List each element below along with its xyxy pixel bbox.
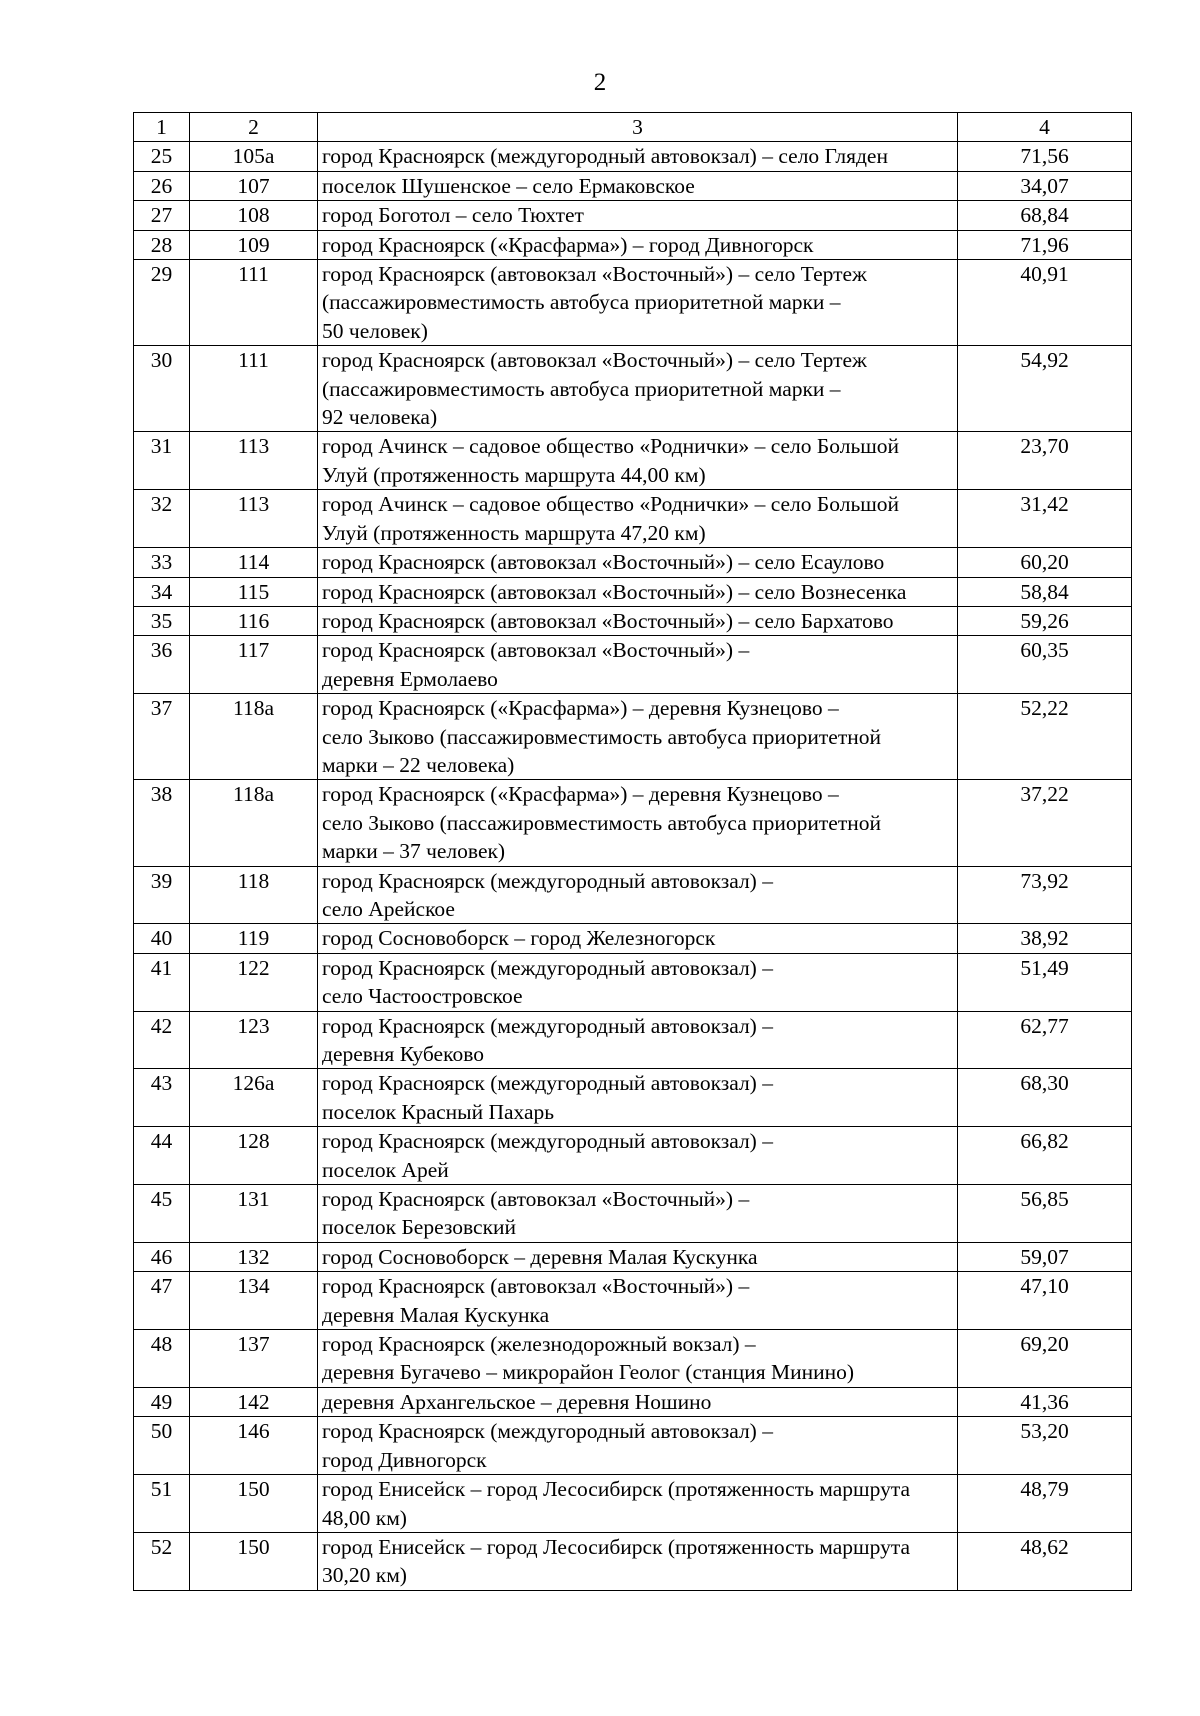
value-cell: 69,20 xyxy=(958,1330,1132,1388)
route-number-cell: 126а xyxy=(190,1069,318,1127)
value-cell: 34,07 xyxy=(958,171,1132,200)
value-cell: 23,70 xyxy=(958,432,1132,490)
row-number-cell: 46 xyxy=(134,1242,190,1271)
route-description-cell: город Сосновоборск – деревня Малая Кускунка xyxy=(318,1242,958,1271)
table-row xyxy=(134,577,1132,606)
route-description-cell: город Боготол – село Тюхтет xyxy=(318,201,958,230)
route-description-cell: город Красноярск (междугородный автовокзал) – поселок Арей xyxy=(318,1127,958,1185)
route-description-cell: город Красноярск (междугородный автовокзал) – город Дивногорск xyxy=(318,1417,958,1475)
route-description-cell: город Сосновоборск – город Железногорск xyxy=(318,924,958,953)
route-description-cell: город Красноярск (междугородный автовокзал) – село Арейское xyxy=(318,866,958,924)
route-number-cell: 105а xyxy=(190,142,318,171)
route-number-cell: 113 xyxy=(190,432,318,490)
table-row xyxy=(134,1127,1132,1185)
value-cell: 40,91 xyxy=(958,260,1132,346)
value-cell: 73,92 xyxy=(958,866,1132,924)
route-number-cell: 118 xyxy=(190,866,318,924)
row-number-cell: 45 xyxy=(134,1185,190,1243)
table-row xyxy=(134,866,1132,924)
value-cell: 59,26 xyxy=(958,606,1132,635)
table-row xyxy=(134,1417,1132,1475)
route-description-cell: город Красноярск (автовокзал «Восточный») – село Бархатово xyxy=(318,606,958,635)
value-cell: 71,96 xyxy=(958,230,1132,259)
value-cell: 51,49 xyxy=(958,953,1132,1011)
value-cell: 71,56 xyxy=(958,142,1132,171)
table-row xyxy=(134,1330,1132,1388)
route-description-cell: поселок Шушенское – село Ермаковское xyxy=(318,171,958,200)
table-row xyxy=(134,142,1132,171)
row-number-cell: 48 xyxy=(134,1330,190,1388)
route-number-cell: 113 xyxy=(190,490,318,548)
table-row xyxy=(134,1011,1132,1069)
value-cell: 62,77 xyxy=(958,1011,1132,1069)
route-number-cell: 122 xyxy=(190,953,318,1011)
row-number-cell: 28 xyxy=(134,230,190,259)
row-number-cell: 39 xyxy=(134,866,190,924)
route-number-cell: 115 xyxy=(190,577,318,606)
row-number-cell: 35 xyxy=(134,606,190,635)
value-cell: 54,92 xyxy=(958,346,1132,432)
row-number-cell: 41 xyxy=(134,953,190,1011)
route-description-cell: город Красноярск (автовокзал «Восточный») – село Есаулово xyxy=(318,548,958,577)
table-row xyxy=(134,780,1132,866)
header-col-2: 2 xyxy=(190,113,318,142)
row-number-cell: 37 xyxy=(134,694,190,780)
route-description-cell: город Красноярск («Красфарма») – деревня Кузнецово – село Зыково (пассажировместимость автобуса приоритетной марки – 37 человек) xyxy=(318,780,958,866)
table-row xyxy=(134,1272,1132,1330)
table-row xyxy=(134,1069,1132,1127)
row-number-cell: 47 xyxy=(134,1272,190,1330)
row-number-cell: 50 xyxy=(134,1417,190,1475)
route-description-cell: город Красноярск (автовокзал «Восточный») – деревня Ермолаево xyxy=(318,636,958,694)
table-row xyxy=(134,636,1132,694)
route-description-cell: город Красноярск (междугородный автовокзал) – село Частоостровское xyxy=(318,953,958,1011)
table-row xyxy=(134,260,1132,346)
table-row xyxy=(134,1185,1132,1243)
routes-table xyxy=(133,112,1132,1591)
route-description-cell: город Красноярск (автовокзал «Восточный») – село Тертеж (пассажировместимость автобуса приоритетной марки – 92 человека) xyxy=(318,346,958,432)
row-number-cell: 32 xyxy=(134,490,190,548)
row-number-cell: 42 xyxy=(134,1011,190,1069)
value-cell: 37,22 xyxy=(958,780,1132,866)
table-body xyxy=(134,142,1132,1590)
row-number-cell: 40 xyxy=(134,924,190,953)
table-row xyxy=(134,694,1132,780)
route-description-cell: деревня Архангельское – деревня Ношино xyxy=(318,1387,958,1416)
route-number-cell: 123 xyxy=(190,1011,318,1069)
route-description-cell: город Красноярск (междугородный автовокзал) – село Гляден xyxy=(318,142,958,171)
route-number-cell: 118а xyxy=(190,694,318,780)
route-number-cell: 146 xyxy=(190,1417,318,1475)
row-number-cell: 43 xyxy=(134,1069,190,1127)
value-cell: 60,35 xyxy=(958,636,1132,694)
route-number-cell: 131 xyxy=(190,1185,318,1243)
route-number-cell: 150 xyxy=(190,1475,318,1533)
value-cell: 59,07 xyxy=(958,1242,1132,1271)
value-cell: 31,42 xyxy=(958,490,1132,548)
table-row xyxy=(134,490,1132,548)
table-row xyxy=(134,1242,1132,1271)
route-number-cell: 109 xyxy=(190,230,318,259)
header-row xyxy=(134,113,1132,142)
route-number-cell: 107 xyxy=(190,171,318,200)
value-cell: 48,79 xyxy=(958,1475,1132,1533)
value-cell: 66,82 xyxy=(958,1127,1132,1185)
table-row xyxy=(134,953,1132,1011)
value-cell: 47,10 xyxy=(958,1272,1132,1330)
row-number-cell: 34 xyxy=(134,577,190,606)
value-cell: 68,84 xyxy=(958,201,1132,230)
route-description-cell: город Красноярск (междугородный автовокзал) – поселок Красный Пахарь xyxy=(318,1069,958,1127)
route-description-cell: город Ачинск – садовое общество «Роднички» – село Большой Улуй (протяженность маршрута 44,00 км) xyxy=(318,432,958,490)
route-number-cell: 108 xyxy=(190,201,318,230)
header-col-4: 4 xyxy=(958,113,1132,142)
row-number-cell: 30 xyxy=(134,346,190,432)
row-number-cell: 27 xyxy=(134,201,190,230)
route-number-cell: 114 xyxy=(190,548,318,577)
route-description-cell: город Енисейск – город Лесосибирск (протяженность маршрута 48,00 км) xyxy=(318,1475,958,1533)
route-number-cell: 116 xyxy=(190,606,318,635)
row-number-cell: 51 xyxy=(134,1475,190,1533)
route-number-cell: 118а xyxy=(190,780,318,866)
row-number-cell: 25 xyxy=(134,142,190,171)
table-row xyxy=(134,1475,1132,1533)
route-number-cell: 128 xyxy=(190,1127,318,1185)
route-description-cell: город Ачинск – садовое общество «Роднички» – село Большой Улуй (протяженность маршрута 47,20 км) xyxy=(318,490,958,548)
route-description-cell: город Красноярск (междугородный автовокзал) – деревня Кубеково xyxy=(318,1011,958,1069)
table-row xyxy=(134,606,1132,635)
table-row xyxy=(134,171,1132,200)
table-row xyxy=(134,201,1132,230)
header-col-3: 3 xyxy=(318,113,958,142)
row-number-cell: 26 xyxy=(134,171,190,200)
value-cell: 56,85 xyxy=(958,1185,1132,1243)
route-description-cell: город Красноярск («Красфарма») – деревня Кузнецово – село Зыково (пассажировместимость автобуса приоритетной марки – 22 человека) xyxy=(318,694,958,780)
route-description-cell: город Красноярск (автовокзал «Восточный») – поселок Березовский xyxy=(318,1185,958,1243)
page-number: 2 xyxy=(593,69,607,96)
route-number-cell: 142 xyxy=(190,1387,318,1416)
row-number-cell: 36 xyxy=(134,636,190,694)
row-number-cell: 52 xyxy=(134,1532,190,1590)
table-row xyxy=(134,1532,1132,1590)
row-number-cell: 33 xyxy=(134,548,190,577)
route-number-cell: 111 xyxy=(190,346,318,432)
route-number-cell: 117 xyxy=(190,636,318,694)
value-cell: 68,30 xyxy=(958,1069,1132,1127)
value-cell: 58,84 xyxy=(958,577,1132,606)
table-row xyxy=(134,230,1132,259)
row-number-cell: 38 xyxy=(134,780,190,866)
header-col-1: 1 xyxy=(134,113,190,142)
route-number-cell: 137 xyxy=(190,1330,318,1388)
value-cell: 52,22 xyxy=(958,694,1132,780)
value-cell: 48,62 xyxy=(958,1532,1132,1590)
table-row xyxy=(134,346,1132,432)
table-row xyxy=(134,924,1132,953)
route-number-cell: 111 xyxy=(190,260,318,346)
value-cell: 38,92 xyxy=(958,924,1132,953)
row-number-cell: 31 xyxy=(134,432,190,490)
route-description-cell: город Енисейск – город Лесосибирск (протяженность маршрута 30,20 км) xyxy=(318,1532,958,1590)
value-cell: 41,36 xyxy=(958,1387,1132,1416)
row-number-cell: 49 xyxy=(134,1387,190,1416)
row-number-cell: 44 xyxy=(134,1127,190,1185)
route-number-cell: 119 xyxy=(190,924,318,953)
route-description-cell: город Красноярск (автовокзал «Восточный») – село Вознесенка xyxy=(318,577,958,606)
value-cell: 60,20 xyxy=(958,548,1132,577)
value-cell: 53,20 xyxy=(958,1417,1132,1475)
route-description-cell: город Красноярск (автовокзал «Восточный») – село Тертеж (пассажировместимость автобуса приоритетной марки – 50 человек) xyxy=(318,260,958,346)
table-row xyxy=(134,548,1132,577)
route-number-cell: 134 xyxy=(190,1272,318,1330)
table-row xyxy=(134,432,1132,490)
route-number-cell: 150 xyxy=(190,1532,318,1590)
route-description-cell: город Красноярск («Красфарма») – город Дивногорск xyxy=(318,230,958,259)
table-row xyxy=(134,1387,1132,1416)
route-number-cell: 132 xyxy=(190,1242,318,1271)
route-description-cell: город Красноярск (автовокзал «Восточный») – деревня Малая Кускунка xyxy=(318,1272,958,1330)
route-description-cell: город Красноярск (железнодорожный вокзал) – деревня Бугачево – микрорайон Геолог (станция Минино) xyxy=(318,1330,958,1388)
row-number-cell: 29 xyxy=(134,260,190,346)
